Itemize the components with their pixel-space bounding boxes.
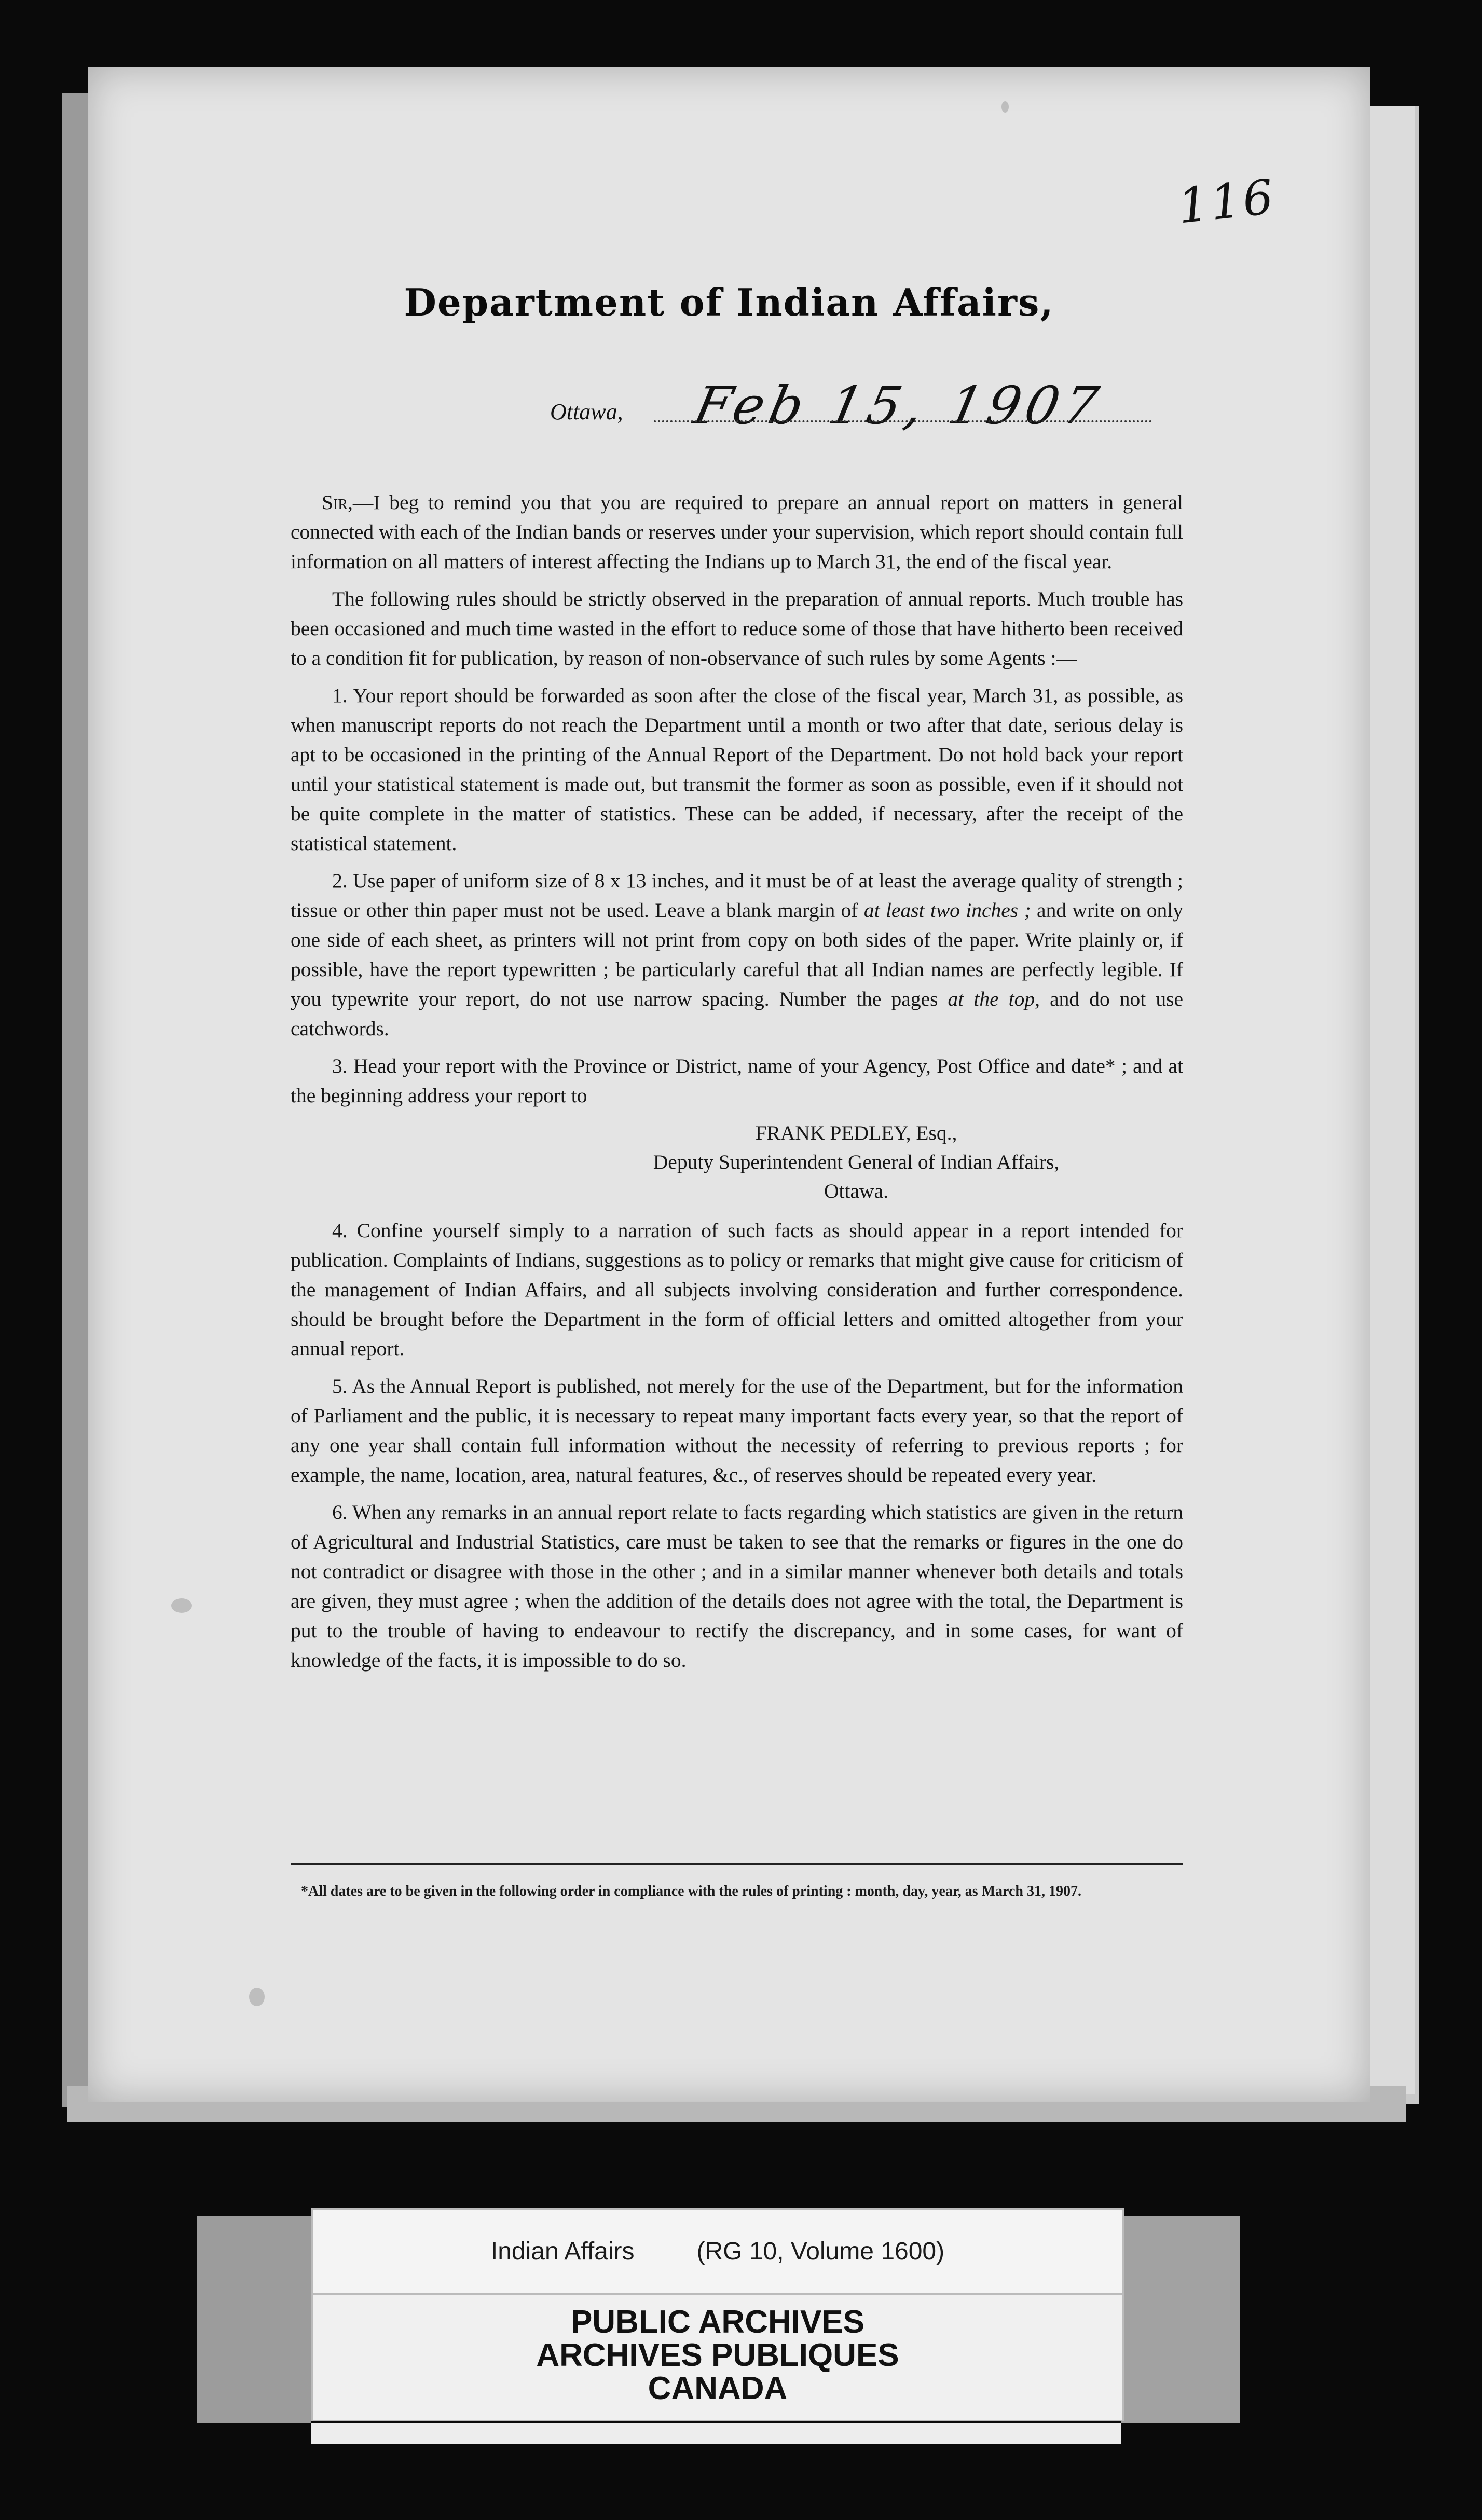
letter-body: [291, 488, 1183, 1683]
rule-2-emphasis-margin: at least two inches ;: [863, 899, 1031, 922]
page-stain: [171, 1598, 192, 1613]
rule-1: 1. Your report should be forwarded as soon after the close of the fiscal year, March 31, as possible, as when manuscript reports do not reach the Department until a month or two after that date, serious delay is apt to be occasioned in the printing of the Annual Report of the Department. Do not hold back your report until your statistical statement is made out, but transmit the former as soon as possible, even if it should not be quite complete in the matter of statistics. These can be added, if necessary, after the receipt of the statistical statement.: [291, 684, 1183, 855]
rule-5: 5. As the Annual Report is published, not merely for the use of the Department, but for the information of Parliament and the public, it is necessary to repeat many important facts every year, so that the report of any one year shall contain full information without the necessity of referring to previous reports ; for example, the name, location, area, natural features, &c., of reserves should be repeated every year.: [291, 1375, 1183, 1486]
rule-4: 4. Confine yourself simply to a narration of such facts as should appear in a report intended for publication. Complaints of Indians, suggestions as to policy or remarks that might give cause for criticism of the management of Indian Affairs, and all subjects involving consideration and further correspondence. should be brought before the Department in the form of official letters and omitted altogether from your annual report.: [291, 1219, 1183, 1360]
rule-6: 6. When any remarks in an annual report relate to facts regarding which statistics are given in the return of Agricultural and Industrial Statistics, care must be taken to see that the remarks or figures in the one do not contradict or disagree with those in the other ; and in a similar manner whenever both details and totals are given, they must agree ; when the addition of the details does not agree with the total, the Department is put to the trouble of having to endeavour to rectify the discrepancy, and in some cases, for want of knowledge of the facts, it is impossible to do so.: [291, 1501, 1183, 1672]
footnote-divider: [291, 1863, 1183, 1865]
rule-3: 3. Head your report with the Province or District, name of your Agency, Post Office and date* ; and at the beginning address your report to: [291, 1054, 1183, 1107]
tape-left: [197, 2216, 311, 2423]
paragraph-rules-preamble: The following rules should be strictly observed in the preparation of annual reports. Much trouble has been occasioned and much time wasted in the effort to reduce some of those that have hitherto been received to a condition fit for publication, by reason of non-observance of such rules by some Agents :—: [291, 587, 1183, 669]
rule-2-text-b: and write on only one side of each sheet, as printers will not print from copy on both sides of the paper. Write plainly or, if possible, have the report typewritten ; be particularly careful that all Indian names are perfectly legible. If you typewrite your report, do not use narrow spacing. Number the pages: [291, 899, 1184, 1010]
date-dotted-line: [654, 420, 1152, 422]
archive-reference-text: [313, 2210, 1122, 2293]
record-group-reference: (RG 10, Volume 1600): [696, 2237, 945, 2265]
rule-2-text-a: 2. Use paper of uniform size of 8 x 13 inches, and it must be of at least the average quality of strength ; tissue or other thin paper must not be used. Leave a blank margin of: [291, 869, 1183, 922]
tape-right: [1121, 2216, 1240, 2423]
rule-2-text-c: , and do not use catchwords.: [291, 988, 1183, 1040]
archive-stamp-text: [313, 2306, 1122, 2405]
stamp-line-country: CANADA: [648, 2371, 788, 2406]
archive-reference-label: [311, 2208, 1124, 2294]
place-date-line: [550, 375, 1162, 436]
salutation: Sir,: [322, 491, 353, 514]
rule-2: [291, 866, 1183, 1044]
footnote: *All dates are to be given in the following order in compliance with the rules of printing : month, day, year, as March 31, 1907.: [301, 1883, 1081, 1899]
paragraph-intro: [291, 488, 1183, 577]
archive-stamp: [311, 2294, 1124, 2421]
rule-2-emphasis-top: at the top: [948, 988, 1035, 1010]
page-stain: [1001, 101, 1009, 113]
place-label: Ottawa,: [550, 399, 623, 424]
folio-number: 116: [1175, 169, 1278, 235]
collection-name: Indian Affairs: [490, 2237, 635, 2265]
handwritten-date: Feb 15, 1907: [689, 375, 1109, 436]
page-stain: [249, 1988, 265, 2006]
label-bottom-strip: [311, 2423, 1121, 2444]
intro-text: —I beg to remind you that you are required to prepare an annual report on matters in general connected with each of the Indian bands or reserves under your supervision, which report should contain full information on all matters of interest affecting the Indians up to March 31, the end of the fiscal year.: [291, 491, 1183, 573]
addressee-title: Deputy Superintendent General of Indian Affairs,: [653, 1151, 1060, 1173]
addressee-name: FRANK PEDLEY, Esq.,: [755, 1121, 957, 1144]
stamp-line-french: ARCHIVES PUBLIQUES: [536, 2337, 899, 2373]
addressee-block: [291, 1118, 1183, 1206]
addressee-city: Ottawa.: [824, 1180, 888, 1202]
stamp-line-english: PUBLIC ARCHIVES: [570, 2304, 865, 2340]
department-heading: Department of Indian Affairs,: [404, 280, 1054, 324]
